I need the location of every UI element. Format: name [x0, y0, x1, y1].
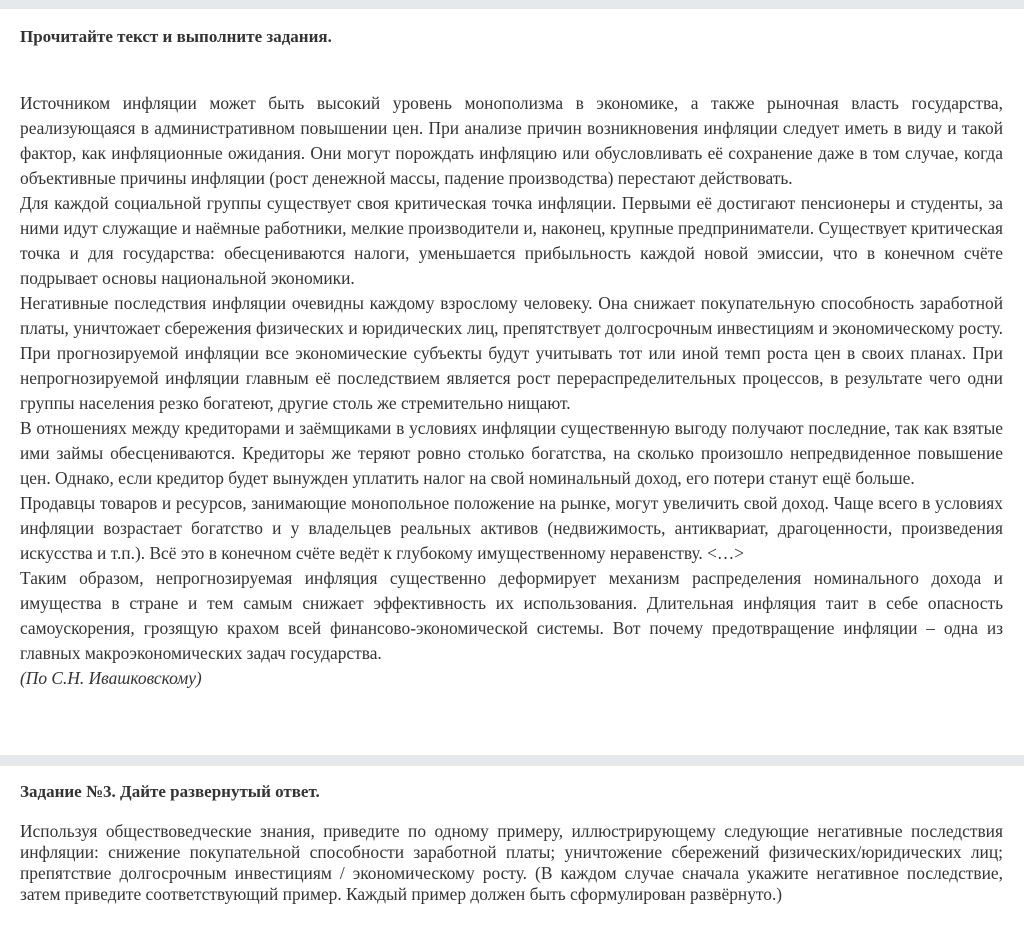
paragraph-2: Для каждой социальной группы существует своя критическая точка инфляции. Первыми её достигают пенсионеры и студенты, за ними идут служащие и наёмные работники, мелкие производители и, наконец, крупные предприниматели. Существует критическая точка и для государства: обесцениваются налоги, уменьшается прибыльность каждой новой эмиссии, что в конечном счёте подрывает основы национальной экономики. — [20, 193, 1003, 288]
paragraph-6: Таким образом, непрогнозируемая инфляция существенно деформирует механизм распределения номинального дохода и имущества в стране и тем самым снижает эффективность их использования. Длительная инфляция таит в себе опасность самоускорения, грозящую крахом всей финансово-экономической системы. Вот почему предотвращение инфляции – одна из главных макроэкономических задач государства. — [20, 568, 1003, 663]
paragraph-4: В отношениях между кредиторами и заёмщиками в условиях инфляции существенную выгоду получают последние, так как взятые ими займы обесцениваются. Кредиторы же теряют ровно столько богатства, на сколько произошло непредвиденное повышение цен. Однако, если кредитор будет вынужден уплатить налог на свой номинальный доход, его потери станут ещё больше. — [20, 418, 1003, 488]
reading-text — [20, 91, 1003, 691]
source-attribution: (По С.Н. Ивашковскому) — [20, 668, 202, 688]
task-instructions: Используя обществоведческие знания, приведите по одному примеру, иллюстрирующему следующие негативные последствия инфляции: снижение покупательной способности заработной платы; уничтожение сбережений физических/юридических лиц; препятствие долгосрочным инвестициям / экономическому росту. (В каждом случае сначала укажите негативное последствие, затем приведите соответствующий пример. Каждый пример должен быть сформулирован развёрнуто.) — [20, 821, 1003, 904]
instruction-heading: Прочитайте текст и выполните задания. — [20, 27, 332, 46]
reading-card — [0, 9, 1024, 755]
paragraph-5: Продавцы товаров и ресурсов, занимающие монопольное положение на рынке, могут увеличить свой доход. Чаще всего в условиях инфляции возрастает богатство и у владельцев реальных активов (недвижимость, антиквариат, драгоценности, произведения искусства и т.п.). Всё это в конечном счёте ведёт к глубокому имущественному неравенству. <…> — [20, 493, 1003, 563]
top-divider — [0, 0, 1024, 9]
section-divider — [0, 755, 1024, 766]
task-card — [0, 766, 1024, 937]
task-heading: Задание №3. Дайте развернутый ответ. — [20, 782, 320, 801]
paragraph-1: Источником инфляции может быть высокий уровень монополизма в экономике, а также рыночная власть государства, реализующаяся в административном повышении цен. При анализе причин возникновения инфляции следует иметь в виду и такой фактор, как инфляционные ожидания. Они могут порождать инфляцию или обусловливать её сохранение даже в том случае, когда объективные причины инфляции (рост денежной массы, падение производства) перестают действовать. — [20, 93, 1003, 188]
paragraph-3: Негативные последствия инфляции очевидны каждому взрослому человеку. Она снижает покупательную способность заработной платы, уничтожает сбережения физических и юридических лиц, препятствует долгосрочным инвестициям и экономическому росту. При прогнозируемой инфляции все экономические субъекты будут учитывать тот или иной темп роста цен в своих планах. При непрогнозируемой инфляции главным её последствием является рост перераспределительных процессов, в результате чего одни группы населения резко богатеют, другие столь же стремительно нищают. — [20, 293, 1003, 413]
